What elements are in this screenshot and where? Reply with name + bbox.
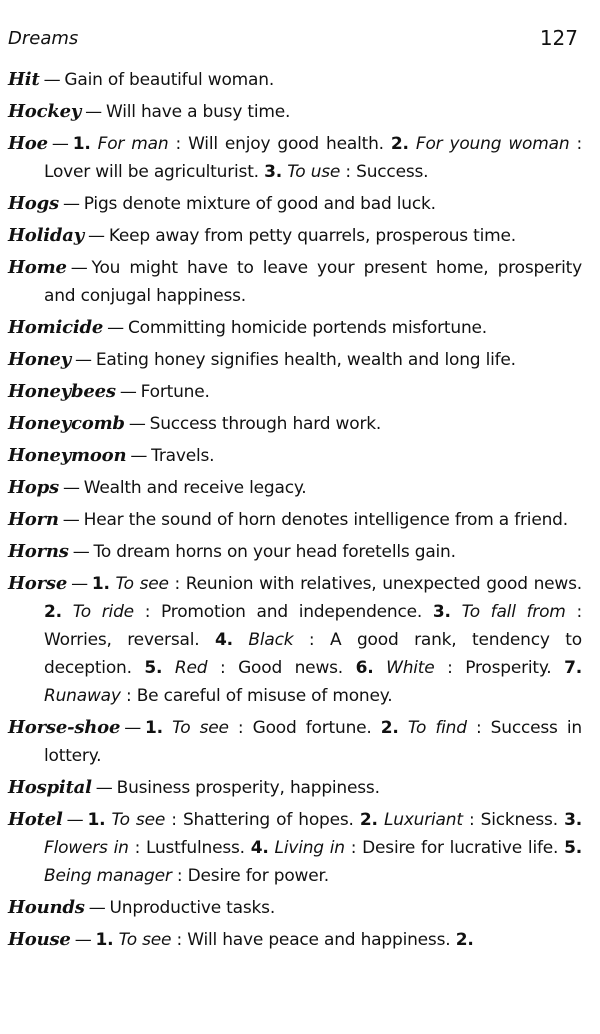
entry-meaning bbox=[109, 226, 516, 246]
em-dash: — bbox=[124, 718, 142, 738]
meaning-text: Good news. bbox=[238, 658, 344, 678]
meaning-condition: To fall from bbox=[461, 602, 566, 622]
meaning-number: 2. bbox=[380, 718, 399, 738]
entry-meaning: 3. Flowers in : Lustfulness. bbox=[44, 810, 582, 858]
page-number: 127 bbox=[539, 26, 578, 50]
dream-entry bbox=[8, 538, 582, 566]
meaning-number: 7. bbox=[564, 658, 582, 678]
meaning-text: Promotion and independence. bbox=[161, 602, 423, 622]
meaning-number: 2. bbox=[390, 134, 409, 154]
meaning-text: Prosperity. bbox=[465, 658, 552, 678]
dream-entry bbox=[8, 806, 582, 890]
meaning-number: 1. bbox=[72, 134, 91, 154]
meaning-number: 2. bbox=[455, 930, 474, 950]
dream-entry bbox=[8, 570, 582, 710]
meaning-condition: Living in bbox=[274, 838, 345, 858]
entry-meaning bbox=[64, 70, 274, 90]
meaning-condition: Black bbox=[248, 630, 294, 650]
dream-entry bbox=[8, 314, 582, 342]
entry-term: Honeybees bbox=[8, 381, 116, 402]
meaning-condition: Being manager bbox=[44, 866, 172, 886]
meaning-text: Lover will be agriculturist. bbox=[44, 162, 259, 182]
entry-meaning bbox=[44, 258, 582, 306]
meaning-condition: Runaway bbox=[44, 686, 121, 706]
meaning-text: Will have peace and happiness. bbox=[187, 930, 451, 950]
meaning-condition: To see bbox=[172, 718, 229, 738]
meaning-number: 4. bbox=[250, 838, 269, 858]
meaning-condition: Flowers in bbox=[44, 838, 129, 858]
meaning-text: You might have to leave your present home, prosperity and conjugal happiness. bbox=[44, 258, 582, 306]
em-dash: — bbox=[75, 350, 92, 370]
meaning-text: Success in lottery. bbox=[44, 718, 582, 766]
meaning-text: To dream horns on your head foretells gain. bbox=[93, 542, 456, 562]
entry-meaning: 7. Runaway : Be careful of misuse of money. bbox=[44, 658, 582, 706]
meaning-text: Unproductive tasks. bbox=[109, 898, 276, 918]
em-dash: — bbox=[88, 226, 105, 246]
em-dash: — bbox=[51, 134, 69, 154]
meaning-number: 3. bbox=[432, 602, 451, 622]
dream-entry bbox=[8, 506, 582, 534]
meaning-text: Worries, reversal. bbox=[44, 630, 200, 650]
em-dash: — bbox=[71, 574, 88, 594]
page-header bbox=[8, 28, 578, 54]
em-dash: — bbox=[62, 194, 80, 214]
meaning-number: 3. bbox=[564, 810, 582, 830]
meaning-condition: For man bbox=[97, 134, 169, 154]
dream-entry bbox=[8, 442, 582, 470]
entry-meaning: 3. To fall from : Worries, reversal. bbox=[44, 602, 582, 650]
running-head: Dreams bbox=[8, 28, 79, 49]
meaning-text: Keep away from petty quarrels, prosperous time. bbox=[108, 226, 516, 246]
entry-meaning bbox=[96, 350, 516, 370]
entry-term: Honey bbox=[8, 349, 72, 370]
entry-meaning: 3. To use : Success. bbox=[264, 162, 429, 182]
entry-term: Holiday bbox=[8, 225, 84, 246]
em-dash: — bbox=[72, 542, 90, 562]
entry-meaning: 1. For man : Will enjoy good health. bbox=[72, 134, 384, 154]
entry-term: Home bbox=[8, 257, 67, 278]
em-dash: — bbox=[85, 102, 102, 122]
meaning-text: Desire for power. bbox=[187, 866, 329, 886]
meaning-text: Desire for lucrative life. bbox=[362, 838, 559, 858]
meaning-condition: Luxuriant bbox=[383, 810, 463, 830]
dream-entry bbox=[8, 774, 582, 802]
entry-meaning: 4. Living in : Desire for lucrative life. bbox=[250, 838, 559, 858]
entry-term: Hounds bbox=[8, 897, 85, 918]
meaning-number: 2. bbox=[44, 602, 62, 622]
meaning-number: 4. bbox=[214, 630, 233, 650]
entry-meaning bbox=[84, 194, 436, 214]
entry-meaning bbox=[456, 930, 474, 950]
entry-meaning bbox=[117, 778, 380, 798]
meaning-text: Will have a busy time. bbox=[105, 102, 291, 122]
meaning-condition: Red bbox=[174, 658, 208, 678]
entry-term: Hockey bbox=[8, 101, 82, 122]
meaning-number: 5. bbox=[564, 838, 582, 858]
meaning-text: Committing homicide portends misfortune. bbox=[127, 318, 487, 338]
meaning-number: 2. bbox=[359, 810, 378, 830]
em-dash: — bbox=[43, 70, 61, 90]
meaning-condition: For young woman bbox=[415, 134, 570, 154]
meaning-condition: To see bbox=[115, 574, 169, 594]
em-dash: — bbox=[88, 898, 106, 918]
em-dash: — bbox=[62, 510, 80, 530]
meaning-text: Lustfulness. bbox=[145, 838, 245, 858]
entry-meaning: 5. Being manager : Desire for power. bbox=[44, 838, 582, 886]
meaning-condition: To ride bbox=[72, 602, 134, 622]
entry-term: Hops bbox=[8, 477, 59, 498]
meaning-text: Wealth and receive legacy. bbox=[83, 478, 307, 498]
dream-entry bbox=[8, 378, 582, 406]
meaning-condition: To find bbox=[407, 718, 467, 738]
meaning-text: Will enjoy good health. bbox=[188, 134, 384, 154]
entry-meaning: 6. White : Prosperity. bbox=[355, 658, 552, 678]
em-dash: — bbox=[107, 318, 124, 338]
entry-meaning: 1. To see : Will have peace and happiness. bbox=[95, 930, 451, 950]
dream-entry bbox=[8, 98, 582, 126]
meaning-text: Travels. bbox=[151, 446, 215, 466]
meaning-number: 5. bbox=[144, 658, 163, 678]
dictionary-entries bbox=[8, 66, 582, 958]
entry-meaning bbox=[94, 542, 456, 562]
meaning-text: Reunion with relatives, unexpected good news. bbox=[185, 574, 582, 594]
meaning-number: 3. bbox=[264, 162, 282, 182]
entry-meaning: 1. To see : Good fortune. bbox=[145, 718, 372, 738]
dream-entry bbox=[8, 346, 582, 374]
entry-term: Hit bbox=[8, 69, 40, 90]
entry-meaning bbox=[84, 478, 307, 498]
dream-entry bbox=[8, 894, 582, 922]
em-dash: — bbox=[70, 258, 88, 278]
entry-meaning: 1. To see : Reunion with relatives, unexpected good news. bbox=[91, 574, 582, 594]
entry-meaning: 2. For young woman : Lover will be agriculturist. bbox=[44, 134, 582, 182]
dream-entry bbox=[8, 130, 582, 186]
meaning-text: A good rank, tendency to deception. bbox=[44, 630, 582, 678]
entry-meaning bbox=[84, 510, 568, 530]
meaning-text: Success. bbox=[356, 162, 429, 182]
entry-meaning bbox=[150, 414, 381, 434]
entry-meaning bbox=[151, 446, 214, 466]
meaning-text: Fortune. bbox=[140, 382, 210, 402]
entry-meaning bbox=[141, 382, 210, 402]
dream-entry bbox=[8, 190, 582, 218]
meaning-text: Be careful of misuse of money. bbox=[136, 686, 393, 706]
entry-meaning bbox=[106, 102, 290, 122]
entry-term: Honeycomb bbox=[8, 413, 125, 434]
meaning-number: 1. bbox=[91, 574, 110, 594]
entry-meaning: 2. To ride : Promotion and independence. bbox=[44, 602, 423, 622]
entry-term: Homicide bbox=[8, 317, 104, 338]
entry-meaning bbox=[128, 318, 487, 338]
meaning-condition: To see bbox=[111, 810, 166, 830]
meaning-text: Shattering of hopes. bbox=[182, 810, 354, 830]
entry-term: Hotel bbox=[8, 809, 63, 830]
em-dash: — bbox=[62, 478, 80, 498]
entry-term: Hospital bbox=[8, 777, 92, 798]
em-dash: — bbox=[128, 414, 146, 434]
meaning-text: Good fortune. bbox=[252, 718, 372, 738]
dream-entry bbox=[8, 66, 582, 94]
dream-entry bbox=[8, 474, 582, 502]
meaning-number: 1. bbox=[95, 930, 114, 950]
meaning-condition: To use bbox=[287, 162, 341, 182]
dream-entry bbox=[8, 714, 582, 770]
dream-entry bbox=[8, 926, 582, 954]
meaning-number: 6. bbox=[355, 658, 374, 678]
entry-term: House bbox=[8, 929, 71, 950]
entry-meaning: 1. To see : Shattering of hopes. bbox=[87, 810, 354, 830]
meaning-number: 1. bbox=[145, 718, 163, 738]
dream-entry bbox=[8, 254, 582, 310]
em-dash: — bbox=[74, 930, 92, 950]
meaning-text: Sickness. bbox=[480, 810, 558, 830]
meaning-text: Success through hard work. bbox=[149, 414, 382, 434]
dream-entry bbox=[8, 410, 582, 438]
em-dash: — bbox=[119, 382, 137, 402]
meaning-text: Pigs denote mixture of good and bad luck. bbox=[83, 194, 436, 214]
entry-term: Horse-shoe bbox=[8, 717, 121, 738]
entry-term: Horns bbox=[8, 541, 69, 562]
meaning-condition: White bbox=[386, 658, 435, 678]
meaning-text: Eating honey signifies health, wealth and long life. bbox=[95, 350, 516, 370]
meaning-text: Hear the sound of horn denotes intelligence from a friend. bbox=[83, 510, 568, 530]
em-dash: — bbox=[95, 778, 113, 798]
entry-meaning: 5. Red : Good news. bbox=[144, 658, 344, 678]
entry-term: Hoe bbox=[8, 133, 48, 154]
meaning-text: Gain of beautiful woman. bbox=[64, 70, 275, 90]
em-dash: — bbox=[130, 446, 148, 466]
entry-meaning: 2. To find : Success in lottery. bbox=[44, 718, 582, 766]
meaning-condition: To see bbox=[118, 930, 172, 950]
entry-meaning bbox=[110, 898, 276, 918]
entry-meaning: 4. Black : A good rank, tendency to deception. bbox=[44, 630, 582, 678]
meaning-text: Business prosperity, happiness. bbox=[116, 778, 380, 798]
meaning-number: 1. bbox=[87, 810, 106, 830]
em-dash: — bbox=[66, 810, 84, 830]
dream-entry bbox=[8, 222, 582, 250]
entry-term: Horse bbox=[8, 573, 68, 594]
entry-term: Hogs bbox=[8, 193, 59, 214]
entry-term: Honeymoon bbox=[8, 445, 127, 466]
entry-meaning: 2. Luxuriant : Sickness. bbox=[359, 810, 558, 830]
entry-term: Horn bbox=[8, 509, 59, 530]
